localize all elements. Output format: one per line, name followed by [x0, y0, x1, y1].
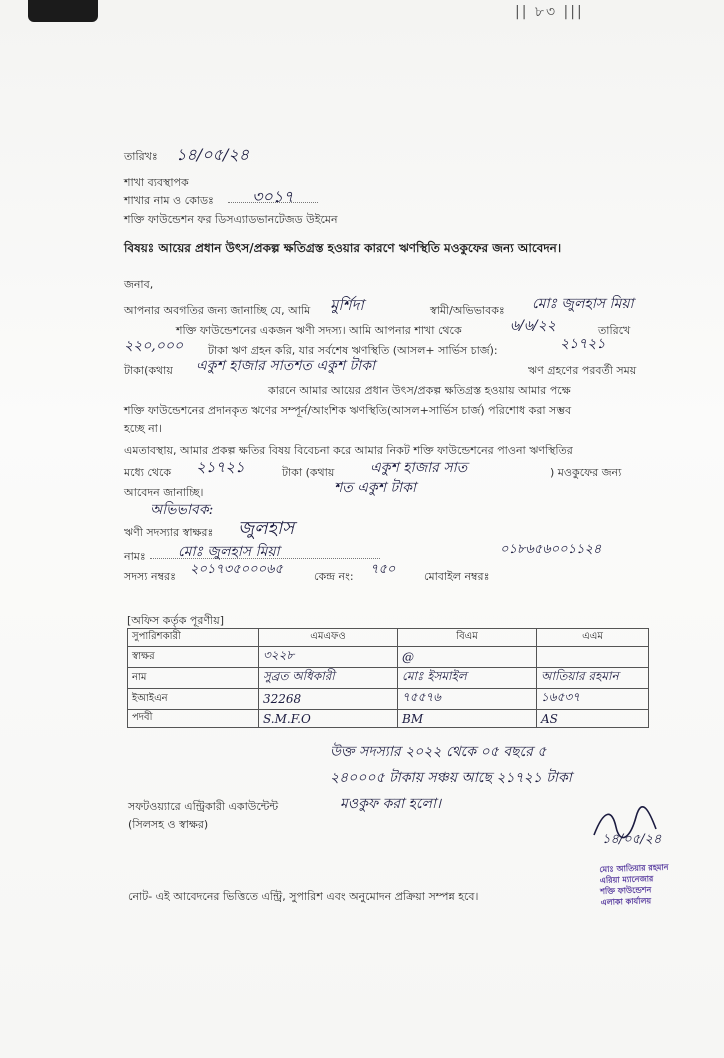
member-no-label: সদস্য নম্বরঃ	[124, 570, 176, 583]
approval-date: ১৪/০৫/২৪	[602, 832, 662, 847]
p2-text-c: টাকা (কথায়	[282, 466, 335, 479]
address-line2-label: শাখার নাম ও কোডঃ	[124, 194, 214, 207]
header-am: এএম	[537, 629, 649, 647]
p1-text-e: টাকা ঋণ গ্রহন করি, যার সর্বশেষ ঋণস্থিতি (আসল+ সার্ভিস চার্জ):	[208, 344, 498, 357]
name-label: নামঃ	[124, 550, 146, 563]
waiver-amount-hw: ২১৭২১	[196, 458, 245, 476]
p1-text-i: শক্তি ফাউন্ডেশনের প্রদানকৃত ঋণের সম্পূর্ন/আংশিক ঋণস্থিতি(আসল+সার্ভিস চার্জ) পরিশোধ করা সম্ভব	[124, 404, 572, 417]
p1-text-g: ঋণ গ্রহণের পরবর্তী সময়	[528, 364, 637, 377]
am-signature	[537, 647, 649, 668]
office-title: [অফিস কর্তৃক পূরণীয়]	[127, 614, 224, 627]
am-ein: ১৬৫৩৭	[537, 689, 649, 710]
center-value: ৭৫০	[370, 562, 396, 577]
approval-note-line2: ২৪০০০৫ টাকায় সঞ্চয় আছে ২১৭২১ টাকা	[330, 770, 572, 786]
address-line3: শক্তি ফাউন্ডেশন ফর ডিসএ্যাডভানটেজড উইমেন	[124, 213, 338, 226]
bm-designation: BM	[398, 710, 537, 728]
waiver-words2-hw: শত একুশ টাকা	[334, 480, 416, 496]
header-bm: বিএম	[398, 629, 537, 647]
guardian-note-hw: অভিভাবক:	[150, 502, 214, 518]
member-no-value: ২০১৭৩৫০০০৬৫	[190, 562, 283, 577]
salutation: জনাব,	[124, 278, 154, 291]
mfo-ein: 32268	[259, 689, 398, 710]
p2-text-d: ) মওকুফের জন্য	[550, 466, 622, 479]
guardian-name-hw: মোঃ জুলহাস মিয়া	[532, 296, 634, 312]
balance-words-hw: একুশ হাজার সাতশত একুশ টাকা	[196, 358, 376, 374]
p2-text-e: আবেদন জানাচ্ছি।	[124, 486, 204, 499]
mfo-name: সুব্রত অধিকারী	[259, 668, 398, 689]
top-mark: || ৮৩ |||	[515, 4, 584, 20]
p1-text-f: টাকা(কথায়	[124, 364, 173, 377]
stamp-line2: এরিয়া ম্যানেজার	[599, 874, 654, 886]
branch-code: ৩০১৭	[252, 187, 294, 206]
date-value: ১৪/০৫/২৪	[176, 145, 250, 164]
row-label-signature: স্বাক্ষর	[128, 647, 259, 668]
mfo-signature: ৩২২৮	[259, 647, 398, 668]
mobile-label: মোবাইল নম্বরঃ	[424, 570, 490, 583]
approval-note-line1: উক্ত সদস্যার ২০২২ থেকে ০৫ বছরে ৫	[330, 744, 547, 760]
office-table	[127, 628, 649, 728]
bm-name: মোঃ ইসমাইল	[398, 668, 537, 689]
waiver-words-hw: একুশ হাজার সাত	[370, 460, 468, 476]
header-mfo: এমএফও	[259, 629, 398, 647]
p1-text-h: কারনে আমার আয়ের প্রধান উৎস/প্রকল্প ক্ষতিগ্রস্ত হওয়ায় আমার পক্ষে	[268, 384, 571, 397]
loan-balance-hw: ২১৭২১	[560, 336, 606, 352]
am-designation: AS	[537, 710, 649, 728]
subject: বিষয়ঃ আয়ের প্রধান উৎস/প্রকল্প ক্ষতিগ্রস্ত হওয়ার কারণে ঋণস্থিতি মওকুফের জন্য আবেদন।	[124, 241, 562, 255]
table-row	[128, 647, 649, 668]
header-recommender: সুপারিশকারী	[128, 629, 259, 647]
table-row	[128, 668, 649, 689]
p1-text-c: শক্তি ফাউন্ডেশনের একজন ঋণী সদস্য। আমি আপনার শাখা থেকে	[176, 324, 462, 337]
loan-date-hw: ৬/৬/২২	[510, 318, 556, 334]
footer-note: নোট- এই আবেদনের ভিত্তিতে এন্ট্রি, সুপারিশ এবং অনুমোদন প্রক্রিয়া সম্পন্ন হবে।	[128, 890, 479, 903]
bm-ein: ৭৫৫৭৬	[398, 689, 537, 710]
date-label: তারিখঃ	[124, 150, 158, 163]
software-line1: সফটওয়্যারে এন্ট্রিকারী একাউন্টেন্ট	[128, 800, 279, 813]
binder-clip	[28, 0, 98, 22]
mobile-value: ০১৮৬৫৬০০১১২৪	[500, 542, 602, 557]
mfo-designation: S.M.F.O	[259, 710, 398, 728]
table-row	[128, 689, 649, 710]
p2-text-b: মধ্যে থেকে	[124, 466, 172, 479]
table-row	[128, 629, 649, 647]
p1-text-a: আপনার অবগতির জন্য জানাচ্ছি যে, আমি	[124, 304, 311, 317]
stamp-line4: এলাকা কার্যালয়	[600, 896, 652, 908]
p1-text-j: হচ্ছে না।	[124, 422, 162, 435]
approval-note-line3: মওকুফ করা হলো।	[340, 796, 442, 812]
row-label-name: নাম	[128, 668, 259, 689]
stamp-line3: শক্তি ফাউন্ডেশন	[600, 885, 652, 897]
center-label: কেন্দ্র নং:	[314, 570, 354, 583]
bm-signature: @	[398, 647, 537, 668]
row-label-ein: ইআইএন	[128, 689, 259, 710]
am-name: আতিয়ার রহমান	[537, 668, 649, 689]
address-line1: শাখা ব্যবস্থাপক	[124, 176, 189, 189]
table-row	[128, 710, 649, 728]
stamp-line1: মোঃ আতিয়ার রহমান	[599, 862, 669, 875]
member-signature: জুলহাস	[238, 518, 295, 539]
member-name-value: মোঃ জুলহাস মিয়া	[178, 544, 280, 560]
p2-text-a: এমতাবস্থায়, আমার প্রকল্প ক্ষতির বিষয় বিবেচনা করে আমার নিকট শক্তি ফাউন্ডেশনের পাওনা ঋণস্থিতির	[124, 444, 573, 457]
loan-amount-hw: ২২০,০০০	[124, 338, 184, 354]
p1-text-b: স্বামী/অভিভাবকঃ	[430, 304, 505, 317]
software-line2: (সিলসহ ও স্বাক্ষর)	[128, 818, 209, 831]
official-stamp	[599, 860, 720, 908]
sign-label: ঋণী সদস্যার স্বাক্ষরঃ	[124, 526, 214, 539]
p1-text-d: তারিখে	[598, 324, 631, 337]
row-label-designation: পদবী	[128, 710, 259, 728]
member-name-hw: মুর্শিদা	[330, 296, 364, 314]
